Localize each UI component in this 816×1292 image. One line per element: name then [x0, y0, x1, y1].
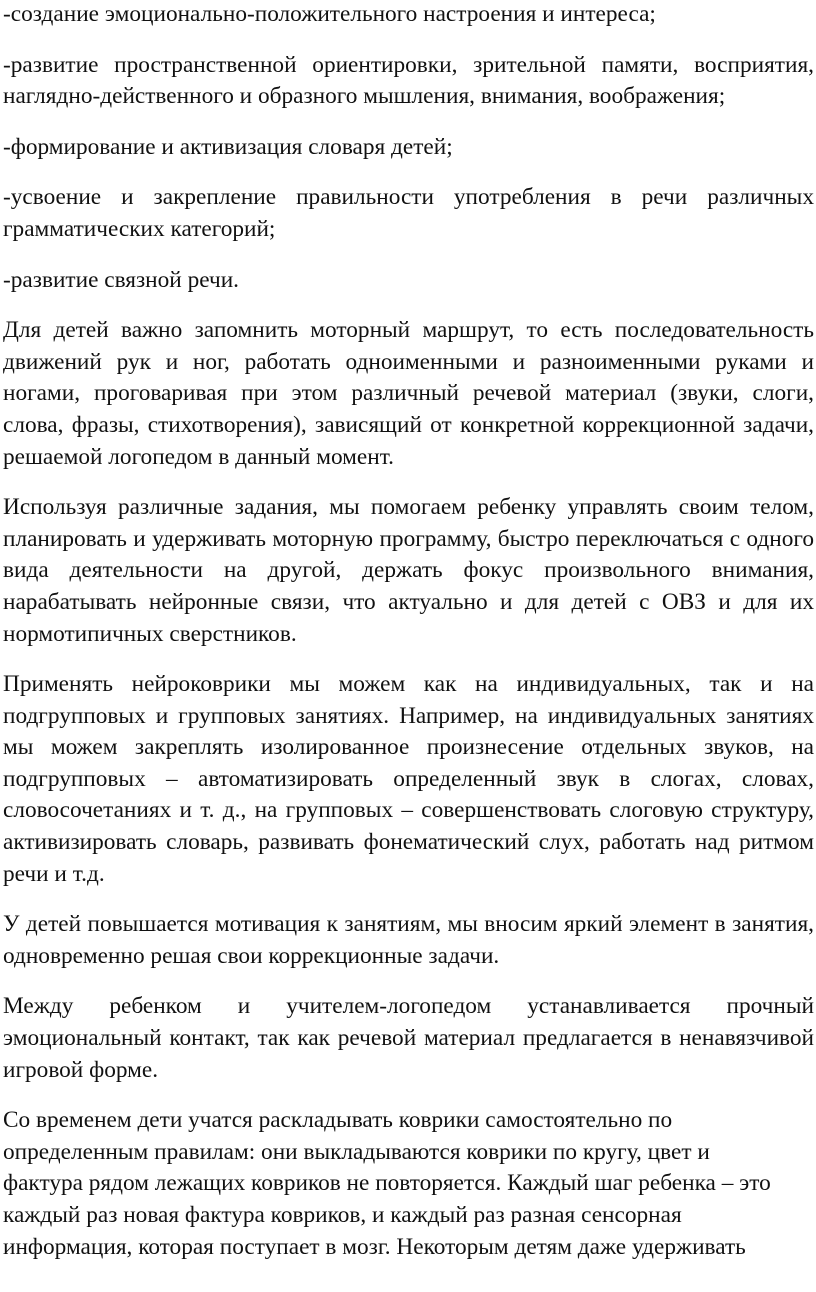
goal-item-spatial-orientation: -развитие пространственной ориентировки, зрительной памяти, восприятия, наглядно-действенного и образного мышления, внимания, воображения;: [3, 51, 814, 110]
paragraph-tasks: Используя различные задания, мы помогаем ребенку управлять своим телом, планировать и удерживать моторную программу, быстро переключаться с одного вида деятельности на другой, держать фокус произвольного внимания, нарабатывать нейронные связи, что актуально и для детей с ОВЗ и для их нормотипичных сверстников.: [3, 494, 814, 647]
text-line: информация, которая поступает в мозг. Некоторым детям даже удерживать: [3, 1233, 746, 1260]
paragraph-motivation: У детей повышается мотивация к занятиям, мы вносим яркий элемент в занятия, одновременно решая свои коррекционные задачи.: [3, 911, 814, 969]
goal-item-mood: -создание эмоционально-положительного настроения и интереса;: [3, 1, 656, 27]
paragraph-contact: Между ребенком и учителем-логопедом устанавливается прочный эмоциональный контакт, так как речевой материал предлагается в ненавязчивой игровой форме.: [3, 993, 814, 1083]
goal-item-grammar: -усвоение и закрепление правильности употребления в речи различных грамматических категорий;: [3, 184, 814, 242]
text-line: каждый раз новая фактура ковриков, и каждый раз разная сенсорная: [3, 1202, 682, 1228]
paragraph-layout-rules: [3, 1105, 814, 1263]
paragraph-usage: Применять нейроковрики мы можем как на индивидуальных, так и на подгрупповых и групповых занятиях. Например, на индивидуальных занятиях мы можем закреплять изолированное произнесение отдельных звуков, на подгрупповых – автоматизировать определенный звук в слогах, словах, словосочетаниях и т. д., на групповых – совершенствовать слоговую структуру, активизировать словарь, развивать фонематический слух, работать над ритмом речи и т.д.: [3, 671, 814, 887]
text-line: фактура рядом лежащих ковриков не повторяется. Каждый шаг ребенка – это: [3, 1170, 771, 1197]
paragraph-motor-route: Для детей важно запомнить моторный маршрут, то есть последовательность движений рук и ног, работать одноименными и разноименными руками и ногами, проговаривая при этом различный речевой материал (звуки, слоги, слова, фразы, стихотворения), зависящий от конкретной коррекционной задачи, решаемой логопедом в данный момент.: [3, 317, 814, 470]
goal-item-vocabulary: -формирование и активизация словаря детей;: [3, 133, 453, 160]
text-line: определенным правилам: они выкладываются коврики по кругу, цвет и: [3, 1138, 710, 1165]
goal-item-coherent-speech: -развитие связной речи.: [3, 266, 240, 293]
text-line: Со временем дети учатся раскладывать коврики самостоятельно по: [3, 1107, 673, 1134]
